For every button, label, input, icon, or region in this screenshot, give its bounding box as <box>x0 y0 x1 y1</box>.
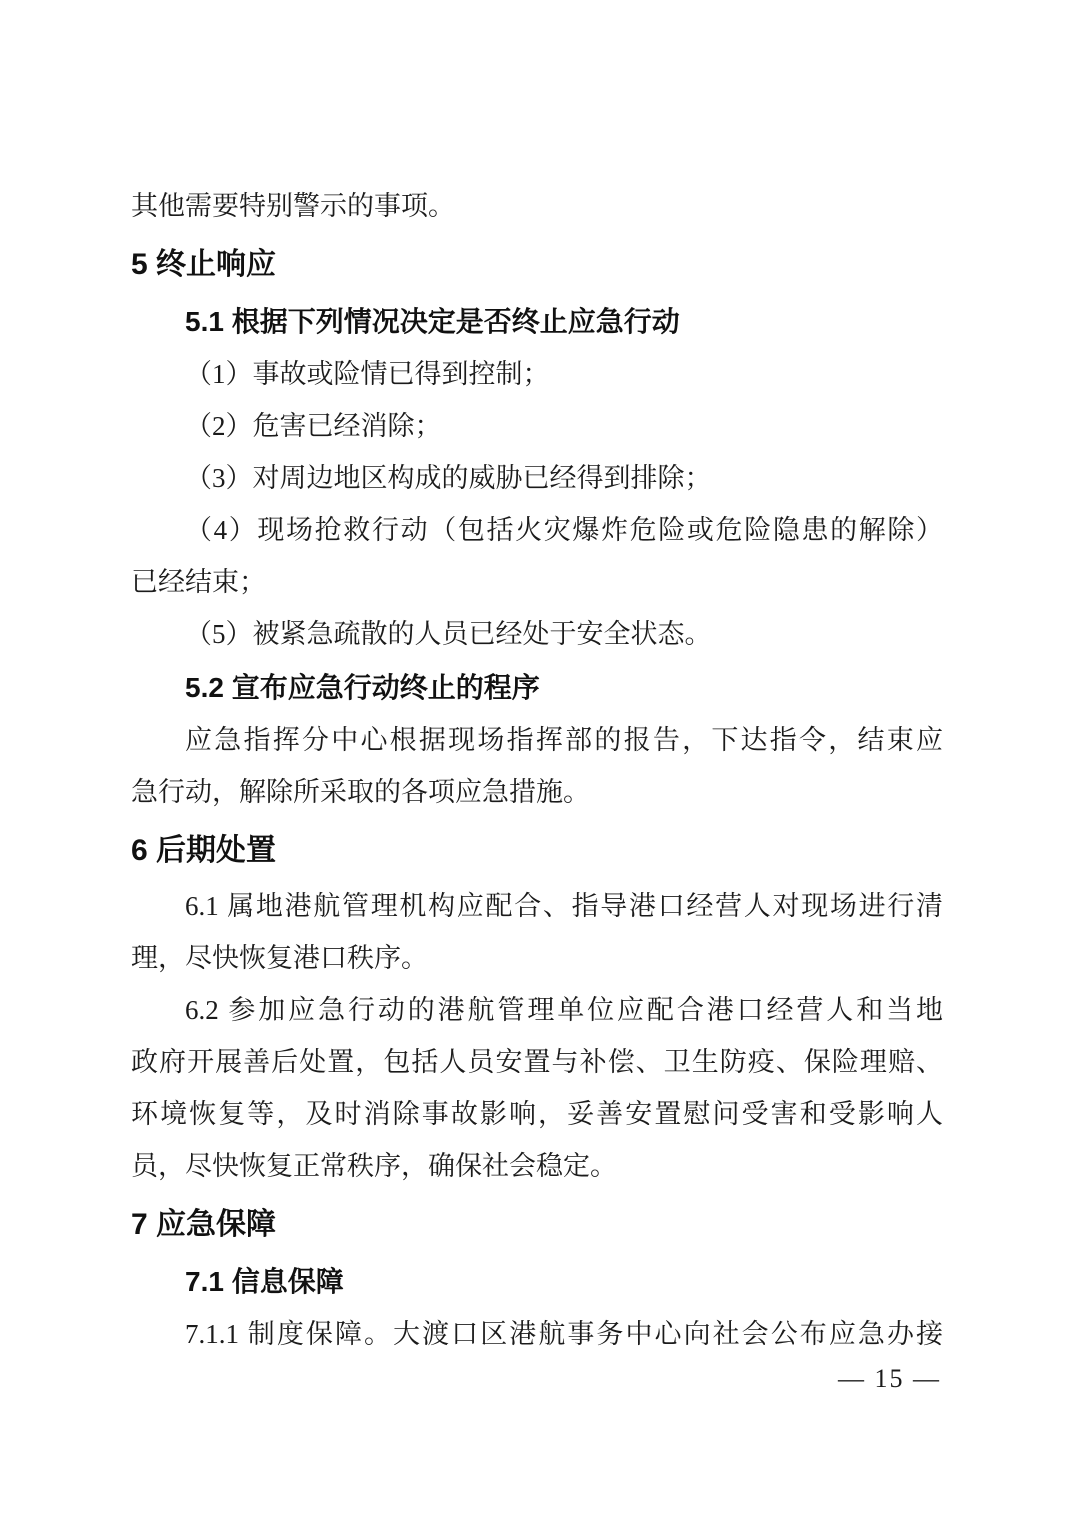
text-line: 6.2 参加应急行动的港航管理单位应配合港口经营人和当地 <box>185 995 943 1025</box>
text-line: 应急指挥分中心根据现场指挥部的报告，下达指令，结束应 <box>185 725 943 755</box>
subsection-heading: 5.2 宣布应急行动终止的程序 <box>185 672 540 703</box>
section-heading: 7 应急保障 <box>131 1208 277 1241</box>
subsection-heading: 5.1 根据下列情况决定是否终止应急行动 <box>185 306 680 337</box>
text-line: 已经结束； <box>131 567 266 597</box>
text-line: （4）现场抢救行动（包括火灾爆炸危险或危险隐患的解除） <box>185 515 943 545</box>
text-line: 其他需要特别警示的事项。 <box>131 191 455 221</box>
text-line: （5）被紧急疏散的人员已经处于安全状态。 <box>185 619 712 649</box>
text-line: 环境恢复等，及时消除事故影响，妥善安置慰问受害和受影响人 <box>131 1099 943 1129</box>
text-line: （3）对周边地区构成的威胁已经得到排除； <box>185 463 712 493</box>
text-line: 6.1 属地港航管理机构应配合、指导港口经营人对现场进行清 <box>185 891 943 921</box>
text-line: 7.1.1 制度保障。大渡口区港航事务中心向社会公布应急办接 <box>185 1319 943 1349</box>
text-line: 员，尽快恢复正常秩序，确保社会稳定。 <box>131 1151 617 1181</box>
subsection-heading: 7.1 信息保障 <box>185 1266 344 1297</box>
text-line: （1）事故或险情已得到控制； <box>185 359 550 389</box>
section-heading: 6 后期处置 <box>131 834 277 867</box>
section-heading: 5 终止响应 <box>131 248 277 281</box>
document-content <box>131 180 943 1360</box>
text-line: （2）危害已经消除； <box>185 411 442 441</box>
text-line: 急行动，解除所采取的各项应急措施。 <box>131 777 590 807</box>
text-line: 理，尽快恢复港口秩序。 <box>131 943 428 973</box>
text-line: 政府开展善后处置，包括人员安置与补偿、卫生防疫、保险理赔、 <box>131 1047 943 1077</box>
page-number: — 15 — <box>838 1364 941 1393</box>
